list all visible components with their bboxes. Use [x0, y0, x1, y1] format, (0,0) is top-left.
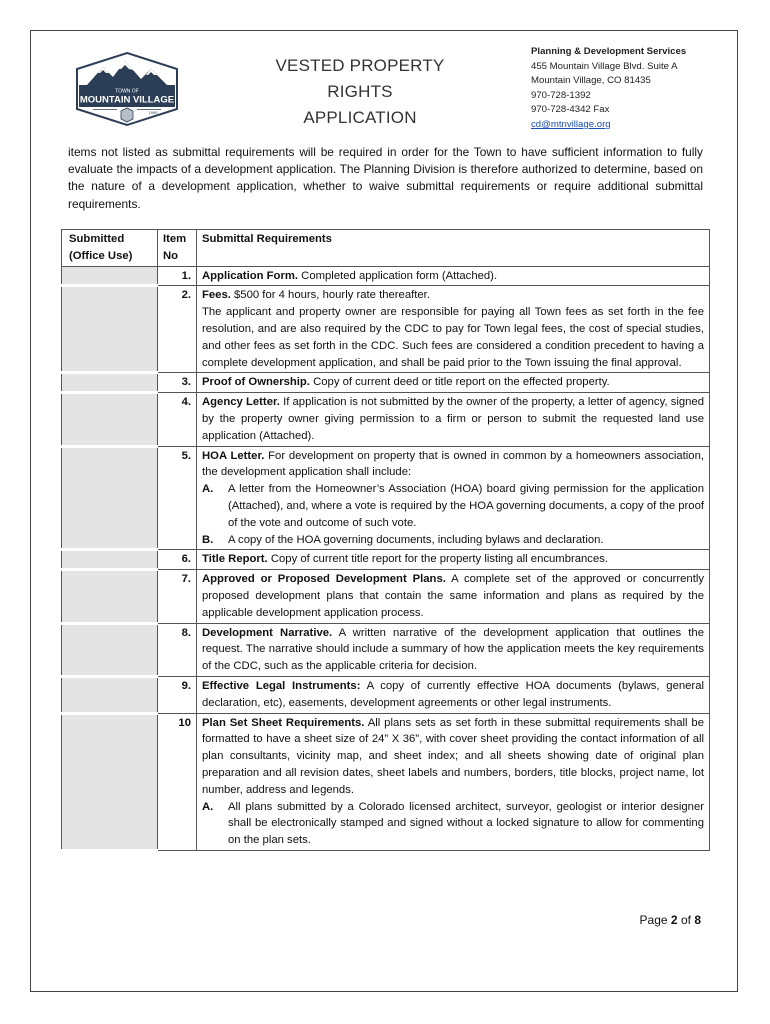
page-of-word: of — [680, 913, 691, 927]
submitted-checkbox-cell[interactable] — [62, 676, 158, 713]
item-number: 2. — [158, 286, 197, 373]
title-line-1: VESTED PROPERTY RIGHTS — [275, 56, 445, 101]
requirement-title: Approved or Proposed Development Plans. — [202, 573, 446, 586]
requirement-title: Title Report. — [202, 553, 268, 566]
requirement-cell — [197, 676, 710, 713]
requirement-title: Agency Letter. — [202, 396, 280, 409]
submitted-checkbox-cell[interactable] — [62, 286, 158, 373]
header-submitted-line-2: (Office Use) — [69, 249, 133, 262]
document-page — [30, 30, 738, 992]
table-row — [62, 393, 710, 446]
contact-phone: 970-728-1392 — [531, 89, 591, 101]
requirement-title: HOA Letter. — [202, 449, 265, 462]
header-submitted-line-1: Submitted — [69, 233, 125, 245]
page-number — [640, 913, 701, 927]
requirement-title: Application Form. — [202, 269, 299, 282]
submittal-requirements-table — [61, 229, 710, 852]
mountain-village-logo — [73, 51, 181, 127]
requirement-cell — [197, 393, 710, 446]
submitted-checkbox-cell[interactable] — [62, 713, 158, 850]
sub-item — [202, 481, 704, 531]
requirement-text: Completed application form (Attached). — [298, 269, 498, 282]
requirement-cell — [197, 373, 710, 393]
page-total: 8 — [694, 913, 701, 927]
table-row — [62, 286, 710, 373]
sub-item-text: A copy of the HOA governing documents, including bylaws and declaration. — [228, 533, 604, 546]
requirement-text: All plans sets as set forth in these submittal requirements shall be formatted to have a sheet size of 24” X 36”, with cover sheet providing the contact information of all plan consultants, vicinity map, and sheet index; and all sheets showing date of original plan preparation and all revision dates, sheet labels and numbers, borders, title blocks, project name, lot number, address and legends. — [202, 716, 704, 796]
table-row — [62, 570, 710, 623]
contact-block — [531, 45, 686, 133]
requirement-extra-text: The applicant and property owner are responsible for paying all Town fees as set forth in the fee resolution, and are also required by the CDC to pay for Town legal fees, the cost of special studies, and other fees as set forth in the CDC. Such fees are considered a condition precedent to having a complete development application, and shall be paid prior to the Town issuing the final approval. — [202, 306, 704, 369]
logo-year-text: 1995 — [148, 110, 158, 115]
requirement-text: For development on property that is owned in common by a homeowners association, the development application shall include: — [202, 449, 704, 479]
item-number: 10 — [158, 713, 197, 850]
sub-item — [202, 532, 704, 549]
header-submitted — [62, 230, 158, 267]
document-title — [245, 53, 475, 131]
header-requirements: Submittal Requirements — [197, 230, 710, 267]
sub-item-letter: A. — [202, 483, 214, 496]
requirement-cell — [197, 550, 710, 570]
submitted-checkbox-cell[interactable] — [62, 373, 158, 393]
item-number: 4. — [158, 393, 197, 446]
table-header-row — [62, 230, 710, 267]
intro-paragraph: items not listed as submittal requirements will be required in order for the Town to have sufficient information to fully evaluate the impacts of a development application. The Planning Division is therefore authorized to determine, based on the nature of a development application, whether to waive submittal requirements or require additional submittal requirements. — [68, 145, 703, 211]
requirement-text: A written narrative of the development application that outlines the request. The narrative should include a summary of how the application meets the key requirements of the CDC, such as the applicable criteria for decision. — [202, 626, 704, 673]
contact-address-1: 455 Mountain Village Blvd. Suite A — [531, 60, 678, 72]
header-item-line-2: No — [163, 249, 179, 262]
requirement-cell — [197, 446, 710, 550]
item-number: 5. — [158, 446, 197, 550]
logo-town-of-text: TOWN OF — [115, 88, 139, 95]
submitted-checkbox-cell[interactable] — [62, 266, 158, 286]
sub-item-text: All plans submitted by a Colorado licensed architect, surveyor, geologist or interior designer shall be electronically stamped and signed without a locked signature to allow for commenting on the plan sets. — [228, 800, 704, 847]
table-row — [62, 266, 710, 286]
submitted-checkbox-cell[interactable] — [62, 446, 158, 550]
table-row — [62, 713, 710, 850]
submitted-checkbox-cell[interactable] — [62, 623, 158, 676]
sub-item — [202, 799, 704, 849]
requirement-title: Effective Legal Instruments: — [202, 679, 361, 692]
table-row — [62, 373, 710, 393]
requirement-text: If application is not submitted by the owner of the property, a letter of agency, signed by the property owner giving permission to a firm or person to submit the requested land use application (Attached). — [202, 396, 704, 442]
item-number: 8. — [158, 623, 197, 676]
contact-department: Planning & Development Services — [531, 46, 687, 57]
contact-address-2: Mountain Village, CO 81435 — [531, 75, 651, 87]
sub-item-letter: A. — [202, 800, 214, 813]
item-number: 7. — [158, 570, 197, 623]
item-number: 1. — [158, 266, 197, 286]
requirement-cell — [197, 713, 710, 850]
header-item-no — [158, 230, 197, 267]
contact-fax: 970-728-4342 Fax — [531, 104, 610, 116]
requirement-title: Development Narrative. — [202, 626, 333, 639]
submitted-checkbox-cell[interactable] — [62, 570, 158, 623]
logo-name-text: MOUNTAIN VILLAGE — [79, 94, 175, 106]
requirement-text: $500 for 4 hours, hourly rate thereafter. — [230, 289, 430, 302]
sub-item-letter: B. — [202, 533, 214, 546]
page-word: Page — [639, 913, 668, 927]
item-number: 9. — [158, 676, 197, 713]
header-item-line-1: Item — [163, 233, 187, 245]
requirement-cell — [197, 623, 710, 676]
requirement-text: A complete set of the approved or concurrently proposed development plans that contain the same information and plans as required by the applicable development application process. — [202, 573, 704, 619]
requirement-cell — [197, 570, 710, 623]
requirement-title: Fees. — [202, 289, 231, 302]
table-row — [62, 676, 710, 713]
table-row — [62, 446, 710, 550]
requirement-cell — [197, 286, 710, 373]
requirement-title: Proof of Ownership. — [202, 376, 310, 389]
requirement-text: Copy of current title report for the property listing all encumbrances. — [267, 553, 609, 566]
title-line-2: APPLICATION — [303, 108, 417, 127]
item-number: 6. — [158, 550, 197, 570]
sub-item-text: A letter from the Homeowner’s Association (HOA) board giving permission for the application (Attached), and, where a vote is required by the HOA governing documents, a copy of the proof of the vote and outcome of such vote. — [228, 483, 704, 529]
item-number: 3. — [158, 373, 197, 393]
requirement-text: Copy of current deed or title report on the effected property. — [309, 376, 610, 389]
page-current: 2 — [670, 913, 678, 927]
table-row — [62, 550, 710, 570]
requirement-cell — [197, 266, 710, 286]
table-row — [62, 623, 710, 676]
requirement-title: Plan Set Sheet Requirements. — [202, 716, 365, 729]
submitted-checkbox-cell[interactable] — [62, 550, 158, 570]
submitted-checkbox-cell[interactable] — [62, 393, 158, 446]
contact-email-link[interactable]: cd@mtnvillage.org — [531, 118, 611, 130]
requirement-text: A copy of currently effective HOA documents (bylaws, general declaration, etc), easements, development agreements or other legal instruments. — [202, 679, 704, 709]
